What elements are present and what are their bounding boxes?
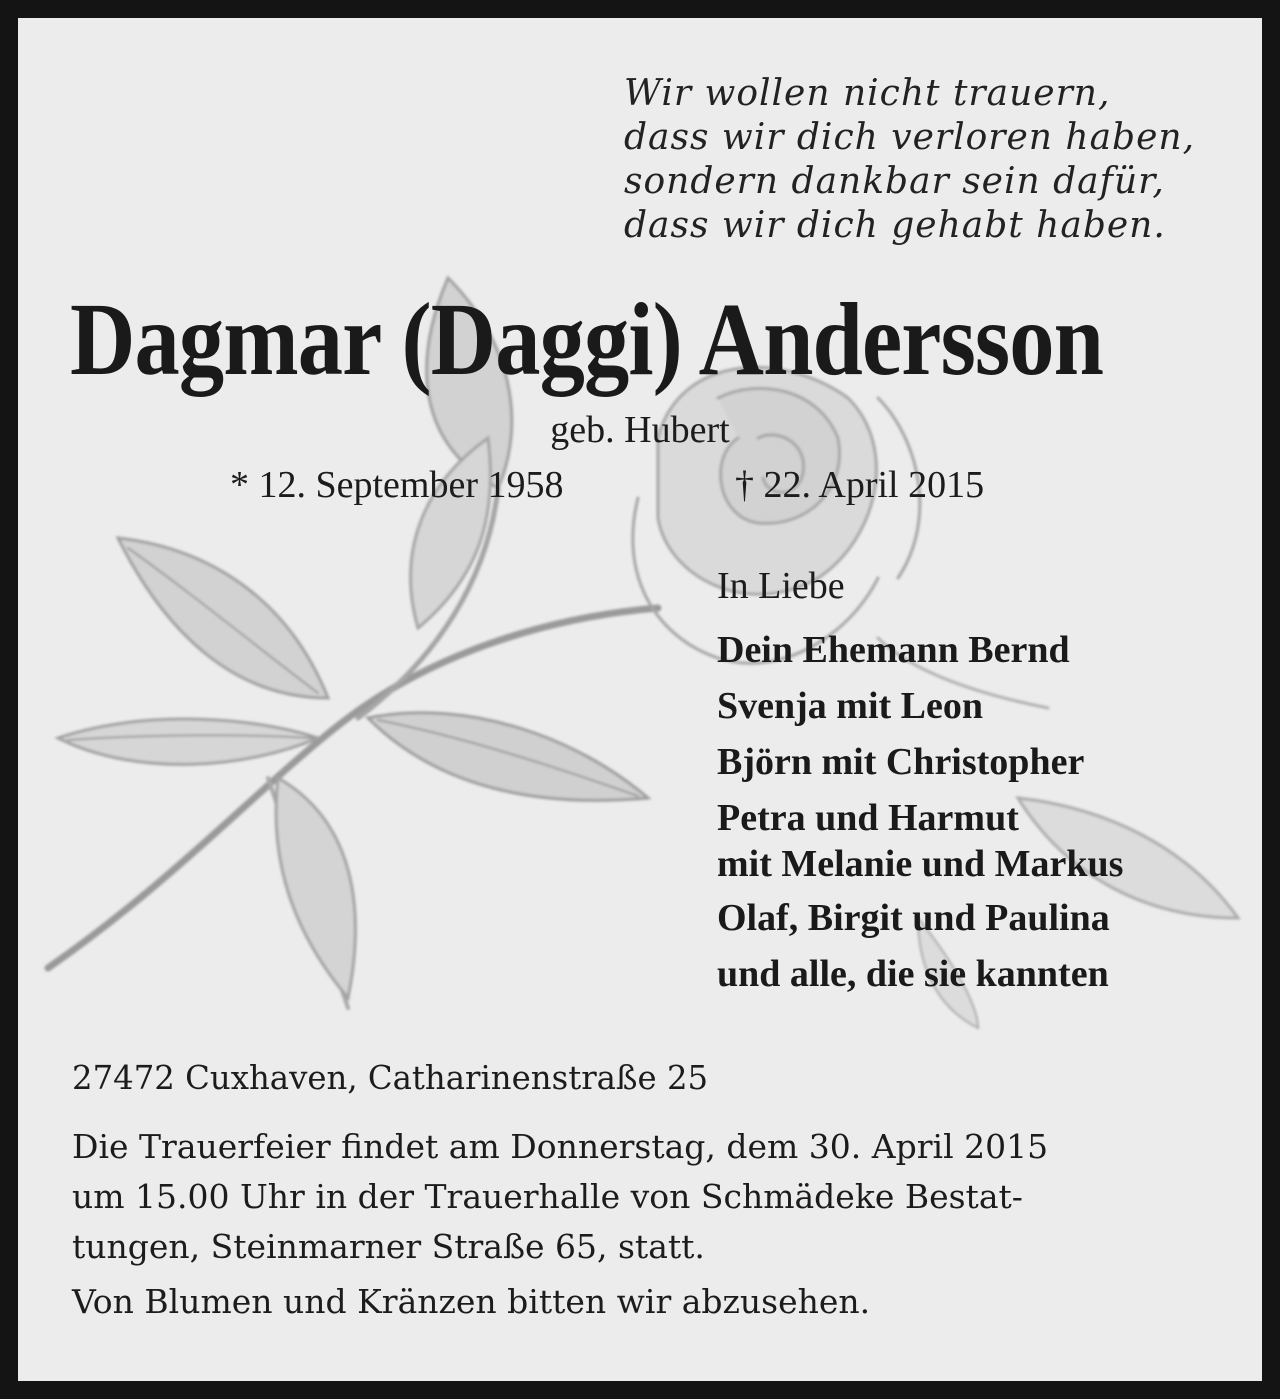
flowers-note: Von Blumen und Kränzen bitten wir abzusehen. xyxy=(72,1282,871,1321)
mourner-line: Olaf, Birgit und Paulina xyxy=(717,897,1110,939)
service-line: tungen, Steinmarner Straße 65, statt. xyxy=(72,1227,705,1266)
mourners-intro: In Liebe xyxy=(717,565,845,607)
memorial-verse xyxy=(624,72,1195,248)
deceased-name: Dagmar (Daggi) Andersson xyxy=(70,282,1104,397)
mourner-line: und alle, die sie kannten xyxy=(717,953,1109,995)
mourner-line: Petra und Harmut xyxy=(717,797,1019,839)
mourner-line: mit Melanie und Markus xyxy=(717,843,1124,885)
obituary-notice xyxy=(18,18,1262,1381)
verse-line: sondern dankbar sein dafür, xyxy=(624,161,1165,202)
maiden-name: geb. Hubert xyxy=(550,409,730,451)
verse-line: dass wir dich verloren haben, xyxy=(624,117,1196,158)
death-date: † 22. April 2015 xyxy=(735,464,985,506)
mourner-line: Björn mit Christopher xyxy=(717,741,1085,783)
verse-line: dass wir dich gehabt haben. xyxy=(624,205,1166,246)
service-line: Die Trauerfeier findet am Donnerstag, dem 30. April 2015 xyxy=(72,1127,1049,1166)
mourner-line: Dein Ehemann Bernd xyxy=(717,629,1070,671)
service-line: um 15.00 Uhr in der Trauerhalle von Schmädeke Bestat- xyxy=(72,1177,1023,1216)
funeral-service-info xyxy=(72,1122,1232,1272)
birth-date: * 12. September 1958 xyxy=(230,464,564,506)
verse-line: Wir wollen nicht trauern, xyxy=(624,73,1111,114)
address: 27472 Cuxhaven, Catharinenstraße 25 xyxy=(72,1058,709,1097)
mourner-line: Svenja mit Leon xyxy=(717,685,983,727)
